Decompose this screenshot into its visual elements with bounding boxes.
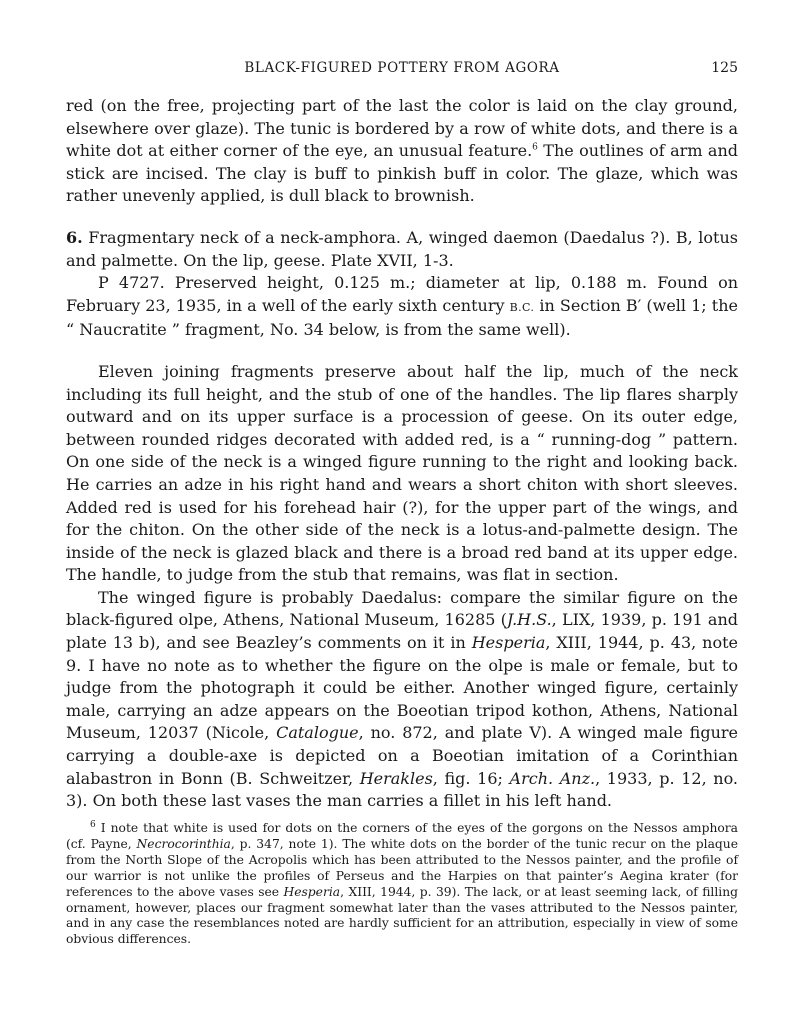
paragraph-text: , 1933, p. 12, no. 3). On both these last vases the man carries a fillet in his left hand.	[66, 768, 739, 811]
citation-title: Herakles	[359, 768, 433, 788]
discussion-paragraph	[66, 587, 738, 813]
footnote-segment: I note that white is used for dots on the corners of the eyes of the gorgons on the Nessos amphora (cf. Payne,	[66, 821, 738, 851]
paragraph-text: The winged figure is probably Daedalus: compare the similar figure on the black-figured olpe, Athens, National Museum, 16285 (	[66, 587, 738, 630]
citation-title: J.H.S.	[506, 610, 552, 630]
entry-title: Fragmentary neck of a neck-amphora. A, winged daemon (Daedalus ?). B, lotus and palmette. On the lip, geese. Plate XVII, 1-3.	[66, 227, 738, 270]
citation-title: Necrocorinthia	[136, 836, 231, 851]
paragraph-text: , no. 872, and plate V). A winged male figure carrying a double-axe is depicted on a Boeotian imitation of a Corinthian alabastron in Bonn (B. Schweitzer,	[66, 723, 738, 788]
footnote-marker: 6	[90, 819, 96, 830]
paragraph-text: in Section B′ (well 1; the “ Naucratite ” fragment, No. 34 below, is from the same well).	[66, 295, 738, 340]
catalog-details	[66, 272, 738, 342]
paragraph-text: red (on the free, projecting part of the last the color is laid on the clay ground, elsewhere over glaze). The tunic is bordered by a row of white dots, and there is a white dot at either corner of the eye, an unusual feature.	[66, 96, 738, 161]
citation-title: Hesperia	[283, 884, 341, 899]
citation-title: Arch. Anz.	[509, 768, 596, 788]
paragraph-text: The outlines of arm and stick are incised. The clay is buff to pinkish buff in color. The glaze, which was rather unevenly applied, is dull black to brownish.	[66, 141, 738, 206]
paragraph-text: P 4727. Preserved height, 0.125 m.; diameter at lip, 0.188 m. Found on February 23, 1935, in a well of the early sixth century	[66, 273, 738, 315]
main-text	[66, 95, 738, 813]
page-number: 125	[711, 60, 738, 76]
citation-title: Catalogue	[276, 723, 359, 743]
footnote-reference[interactable]: 6	[532, 142, 538, 153]
paragraph-continuation	[66, 95, 738, 208]
catalog-entry-heading	[66, 227, 738, 272]
entry-number: 6.	[66, 227, 83, 247]
description-paragraph: Eleven joining fragments preserve about half the lip, much of the neck including its full height, and the stub of one of the handles. The lip flares sharply outward and on its upper surface is a procession of geese. On its outer edge, between rounded ridges decorated with added red, is a “ running-dog ” pattern. On one side of the neck is a winged figure running to the right and looking back. He carries an adze in his right hand and wears a short chiton with short sleeves. Added red is used for his forehead hair (?), for the upper part of the wings, and for the chiton. On the other side of the neck is a lotus-and-palmette design. The inside of the neck is glazed black and there is a broad red band at its upper edge. The handle, to judge from the stub that remains, was flat in section.	[66, 361, 738, 585]
footnote	[66, 821, 738, 948]
citation-title: Hesperia	[471, 633, 546, 653]
paragraph-text: , LIX, 1939, p. 191 and plate 13 b), and see Beazley’s comments on it in	[66, 610, 738, 653]
page-header	[66, 60, 738, 82]
paragraph-text: , XIII, 1944, p. 43, note 9. I have no note as to whether the figure on the olpe is male or female, but to judge from the photograph it could be either. Another winged figure, certainly male, carrying an adze appears on the Boeotian tripod kothon, Athens, National Museum, 12037 (Nicole,	[66, 633, 738, 743]
footnote-text	[66, 821, 738, 948]
footnote-segment: , p. 347, note 1). The white dots on the border of the tunic recur on the plaque from the North Slope of the Acropolis which has been attributed to the Nessos painter, and the profile of our warrior is not unlike the profiles of Perseus and the Harpies on that painter’s Aegina krater (for references to the above vases see	[66, 836, 738, 899]
paragraph-text: , fig. 16;	[432, 768, 510, 788]
era-abbreviation: B.C.	[509, 300, 535, 314]
running-title: BLACK-FIGURED POTTERY FROM AGORA	[244, 60, 560, 76]
footnote-segment: , XIII, 1944, p. 39). The lack, or at least seeming lack, of filling ornament, however, places our fragment somewhat later than the vases attributed to the Nessos painter, and in any case the resemblances noted are hardly sufficient for an attribution, especially in view of some obvious differences.	[66, 884, 738, 947]
